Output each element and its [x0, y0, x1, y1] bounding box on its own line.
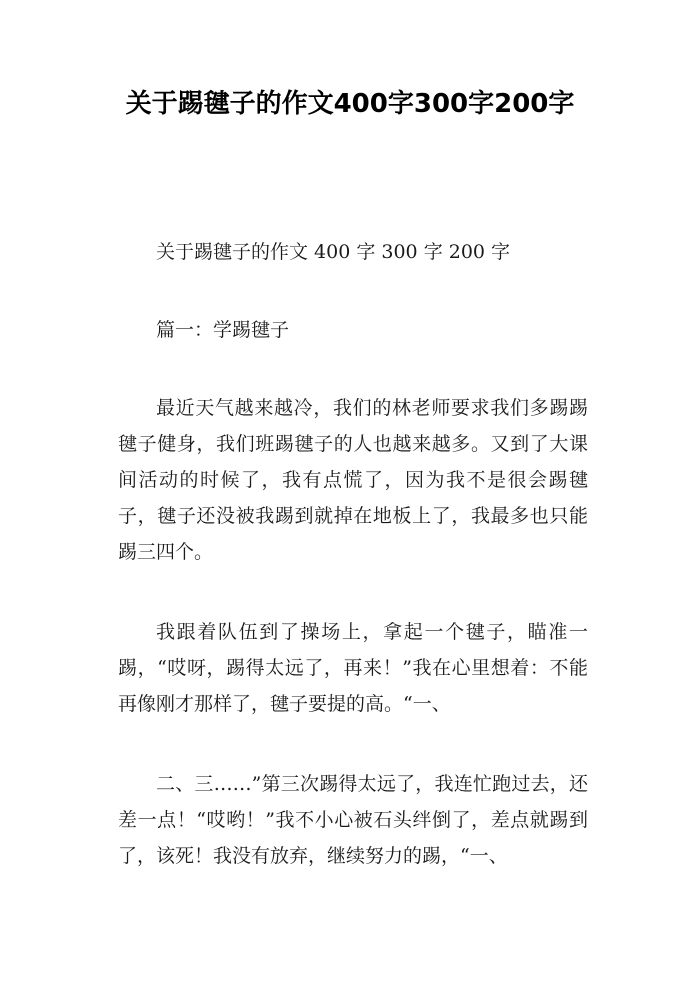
- document-title: 关于踢毽子的作文400字300字200字: [125, 89, 575, 119]
- document-subtitle: 关于踢毽子的作文 400 字 300 字 200 字: [156, 241, 511, 263]
- paragraph-1: 最近天气越来越冷，我们的林老师要求我们多踢踢毽子健身，我们班踢毽子的人也越来越多。又到了大课间活动的时候了，我有点慌了，因为我不是很会踢毽子，毽子还没被我踢到就掉在地板上了，我最多也只能踢三四个。: [118, 397, 588, 563]
- document-body: [118, 234, 588, 918]
- paragraph-3: 二、三……”第三次踢得太远了，我连忙跑过去，还差一点！“哎哟！”我不小心被石头绊倒了，差点就踢到了，该死！我没有放弃，继续努力的踢，“一、: [118, 773, 588, 867]
- paragraph-2: 我跟着队伍到了操场上，拿起一个毽子，瞄准一踢，“哎呀，踢得太远了，再来！”我在心里想着：不能再像刚才那样了，毽子要提的高。“一、: [118, 621, 588, 715]
- section-heading: 篇一：学踢毽子: [156, 319, 290, 341]
